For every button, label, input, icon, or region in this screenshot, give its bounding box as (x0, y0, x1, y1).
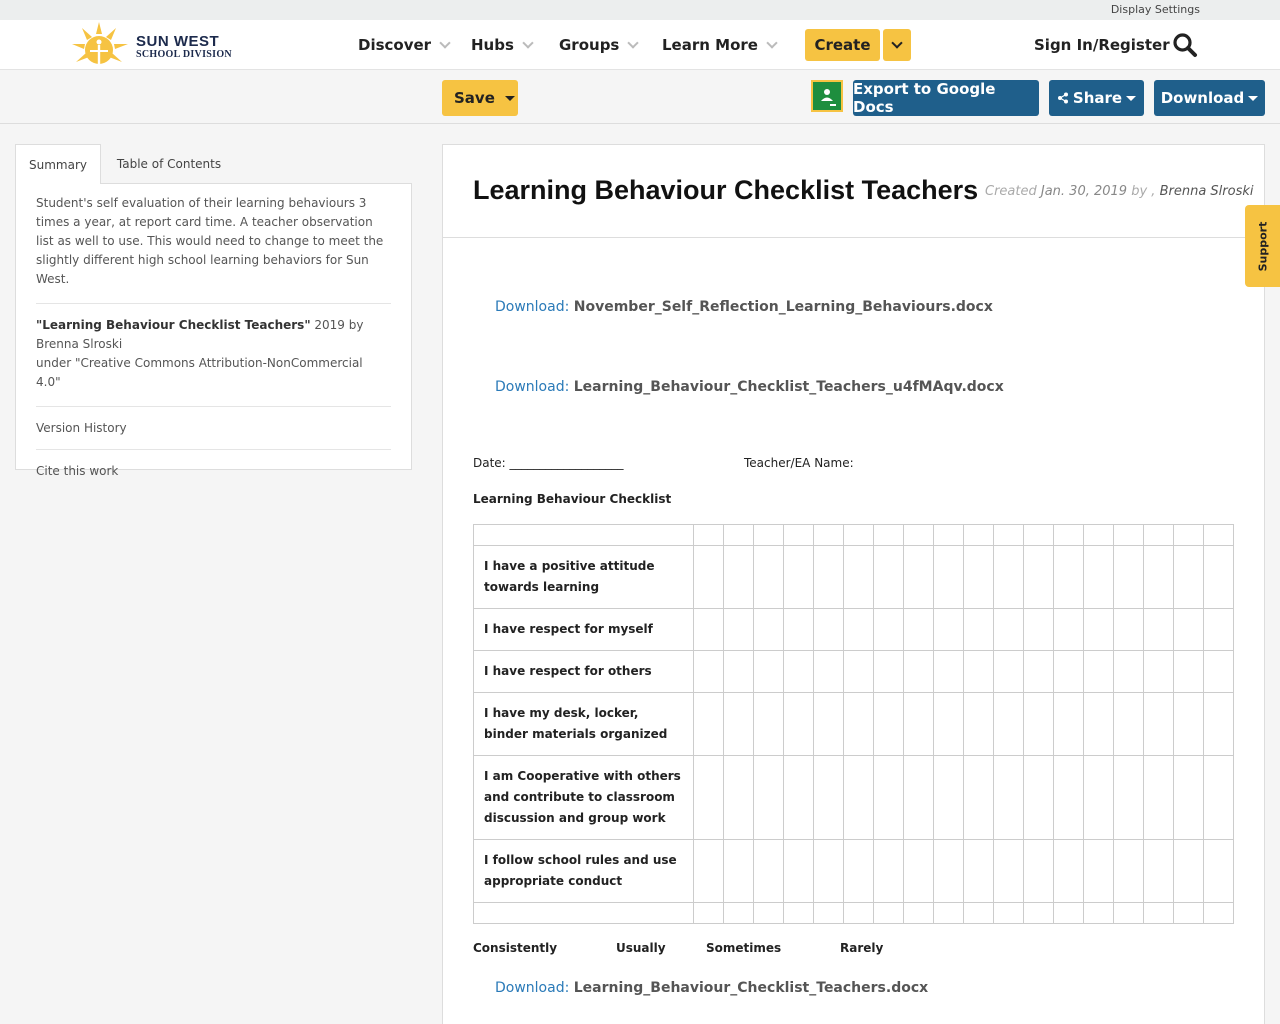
table-cell (1144, 525, 1174, 546)
chevron-down-icon (891, 37, 902, 48)
table-cell (874, 903, 904, 924)
table-cell (814, 693, 844, 756)
title-row (443, 145, 1264, 238)
version-history-link[interactable]: Version History (36, 407, 391, 450)
table-cell (904, 840, 934, 903)
table-cell (1204, 903, 1234, 924)
chevron-down-icon (522, 37, 533, 48)
table-cell (1144, 651, 1174, 693)
table-cell (994, 693, 1024, 756)
chevron-down-icon (628, 37, 639, 48)
logo-line2: SCHOOL DIVISION (136, 49, 232, 60)
table-cell (1114, 609, 1144, 651)
table-cell (1054, 651, 1084, 693)
table-cell (1204, 609, 1234, 651)
save-button-label: Save (454, 89, 495, 107)
table-cell (964, 609, 994, 651)
table-cell (994, 756, 1024, 840)
download-link-2[interactable] (495, 379, 1004, 395)
table-cell (1174, 609, 1204, 651)
table-cell (934, 651, 964, 693)
attribution-author: 2019 by Brenna Slroski (36, 318, 364, 351)
nav-learn-more[interactable] (662, 36, 776, 54)
download-button-label: Download (1160, 89, 1245, 107)
table-cell (814, 840, 844, 903)
nav-groups[interactable] (559, 36, 637, 54)
table-cell (694, 525, 724, 546)
table-cell (844, 693, 874, 756)
table-cell (844, 903, 874, 924)
table-row (474, 840, 1234, 903)
attribution-title: "Learning Behaviour Checklist Teachers" (36, 318, 311, 332)
logo[interactable] (70, 20, 240, 70)
table-cell (1024, 903, 1054, 924)
table-cell (904, 903, 934, 924)
table-cell (844, 525, 874, 546)
table-cell (784, 525, 814, 546)
caret-down-icon (505, 96, 515, 101)
caret-down-icon (1248, 96, 1258, 101)
table-cell (844, 651, 874, 693)
attribution-license: under "Creative Commons Attribution-NonCommercial 4.0" (36, 356, 363, 389)
table-cell (1114, 840, 1144, 903)
table-cell (964, 693, 994, 756)
tab-summary[interactable]: Summary (15, 144, 101, 184)
table-cell (964, 756, 994, 840)
table-cell (1144, 840, 1174, 903)
attribution (36, 304, 391, 407)
table-cell (694, 756, 724, 840)
table-cell (1084, 651, 1114, 693)
sun-logo-icon (70, 20, 132, 70)
behaviour-label (474, 903, 694, 924)
nav-hubs[interactable] (471, 36, 532, 54)
cite-work-link[interactable]: Cite this work (36, 464, 119, 478)
table-cell (1144, 546, 1174, 609)
table-cell (934, 525, 964, 546)
table-cell (874, 609, 904, 651)
table-cell (994, 546, 1024, 609)
table-cell (934, 903, 964, 924)
table-cell (1084, 546, 1114, 609)
table-cell (1114, 693, 1144, 756)
share-icon (1057, 92, 1069, 104)
nav-groups-label: Groups (559, 36, 620, 54)
top-strip (0, 0, 1280, 20)
table-cell (1024, 693, 1054, 756)
tab-table-of-contents[interactable]: Table of Contents (116, 157, 222, 171)
table-cell (814, 651, 844, 693)
resource-description: Student's self evaluation of their learning behaviours 3 times a year, at report card time. A teacher observation list as well to use. This would need to change to meet the slightly different high school learning behaviors for Sun West. (36, 184, 391, 304)
table-cell (1084, 525, 1114, 546)
scale-label: Sometimes (706, 941, 782, 955)
table-cell (1054, 525, 1084, 546)
table-cell (964, 546, 994, 609)
table-cell (694, 903, 724, 924)
table-cell (694, 609, 724, 651)
table-row (474, 903, 1234, 924)
table-cell (874, 756, 904, 840)
table-cell (1204, 651, 1234, 693)
table-cell (1054, 546, 1084, 609)
page-title: Learning Behaviour Checklist Teachers (473, 175, 979, 205)
download-filename: Learning_Behaviour_Checklist_Teachers_u4fMAqv.docx (573, 379, 1004, 395)
table-cell (904, 693, 934, 756)
table-cell (844, 756, 874, 840)
table-cell (694, 546, 724, 609)
sidebar (15, 144, 412, 478)
table-cell (1054, 840, 1084, 903)
behaviour-label: I have my desk, locker, binder materials organized (474, 693, 694, 756)
chevron-down-icon (439, 37, 450, 48)
table-cell (724, 651, 754, 693)
table-cell (724, 525, 754, 546)
table-cell (1084, 609, 1114, 651)
table-cell (1204, 840, 1234, 903)
table-cell (1204, 525, 1234, 546)
created-by: by , (1131, 184, 1156, 199)
table-cell (1144, 903, 1174, 924)
table-cell (964, 525, 994, 546)
table-cell (904, 546, 934, 609)
table-cell (1054, 609, 1084, 651)
table-cell (1144, 756, 1174, 840)
table-cell (904, 609, 934, 651)
table-cell (1204, 756, 1234, 840)
table-cell (1114, 525, 1144, 546)
table-cell (844, 840, 874, 903)
table-cell (784, 546, 814, 609)
share-button-label: Share (1072, 89, 1123, 107)
table-cell (1054, 903, 1084, 924)
table-cell (1114, 903, 1144, 924)
logo-line1: SUN WEST (136, 33, 220, 50)
table-cell (1024, 651, 1054, 693)
table-cell (994, 840, 1024, 903)
table-cell (994, 609, 1024, 651)
table-cell (694, 693, 724, 756)
table-cell (1084, 756, 1114, 840)
table-cell (754, 903, 784, 924)
table-cell (814, 525, 844, 546)
search-icon[interactable] (1172, 32, 1198, 58)
table-cell (1174, 525, 1204, 546)
table-cell (1054, 756, 1084, 840)
table-cell (874, 651, 904, 693)
behaviour-label: I have respect for others (474, 651, 694, 693)
save-button[interactable] (442, 80, 518, 116)
table-cell (694, 651, 724, 693)
nav-learn-more-label: Learn More (662, 36, 758, 54)
table-cell (784, 756, 814, 840)
google-classroom-icon (813, 82, 841, 110)
table-cell (724, 756, 754, 840)
created-prefix: Created (985, 184, 1037, 199)
table-row (474, 525, 1234, 546)
date-field: Date: ___________________ (473, 456, 624, 470)
table-cell (784, 693, 814, 756)
table-cell (964, 651, 994, 693)
table-row (474, 756, 1234, 840)
action-bar (0, 70, 1280, 124)
table-cell (814, 546, 844, 609)
table-cell (814, 756, 844, 840)
table-cell (874, 525, 904, 546)
table-cell (754, 609, 784, 651)
header (0, 20, 1280, 70)
table-cell (754, 756, 784, 840)
table-cell (1024, 609, 1054, 651)
scale-label: Consistently (473, 941, 558, 955)
download-filename: November_Self_Reflection_Learning_Behaviours.docx (573, 299, 993, 315)
table-cell (934, 756, 964, 840)
display-settings-link[interactable]: Display Settings (1110, 3, 1200, 16)
checklist-table (473, 524, 1234, 924)
table-cell (904, 651, 934, 693)
export-google-docs-button[interactable]: Export to Google Docs (853, 80, 1039, 116)
table-cell (814, 903, 844, 924)
behaviour-label: I have a positive attitude towards learning (474, 546, 694, 609)
table-cell (904, 756, 934, 840)
behaviour-label: I am Cooperative with others and contribute to classroom discussion and group work (474, 756, 694, 840)
behaviour-label: I follow school rules and use appropriate conduct (474, 840, 694, 903)
support-label: Support (1256, 221, 1269, 271)
table-cell (724, 693, 754, 756)
table-cell (1024, 756, 1054, 840)
create-dropdown-button[interactable] (883, 29, 911, 61)
table-cell (784, 903, 814, 924)
share-button[interactable] (1049, 80, 1144, 116)
table-cell (1114, 756, 1144, 840)
table-cell (724, 609, 754, 651)
teacher-name-field: Teacher/EA Name: (744, 456, 854, 470)
download-link-3[interactable] (495, 980, 928, 996)
nav-discover-label: Discover (358, 36, 432, 54)
created-date: Jan. 30, 2019 (1040, 184, 1128, 199)
table-cell (1174, 546, 1204, 609)
download-label: Download: (495, 379, 570, 395)
table-cell (724, 840, 754, 903)
table-cell (1204, 546, 1234, 609)
table-cell (784, 840, 814, 903)
table-cell (934, 609, 964, 651)
table-cell (724, 903, 754, 924)
google-classroom-button[interactable] (811, 80, 843, 112)
table-cell (754, 546, 784, 609)
table-cell (754, 651, 784, 693)
table-cell (754, 693, 784, 756)
create-button[interactable]: Create (805, 29, 880, 61)
table-cell (1144, 609, 1174, 651)
table-cell (1084, 840, 1114, 903)
table-cell (994, 903, 1024, 924)
table-cell (1054, 693, 1084, 756)
table-cell (844, 546, 874, 609)
table-cell (844, 609, 874, 651)
table-cell (994, 525, 1024, 546)
table-cell (934, 546, 964, 609)
table-cell (1174, 756, 1204, 840)
document-panel (442, 144, 1265, 1024)
download-label: Download: (495, 299, 570, 315)
table-cell (784, 609, 814, 651)
scale-label: Rarely (840, 941, 884, 955)
download-filename: Learning_Behaviour_Checklist_Teachers.docx (573, 980, 929, 996)
download-link-1[interactable] (495, 299, 993, 315)
table-cell (874, 840, 904, 903)
support-tab[interactable] (1245, 205, 1280, 287)
table-row (474, 693, 1234, 756)
chevron-down-icon (766, 37, 777, 48)
table-cell (1024, 840, 1054, 903)
table-cell (814, 609, 844, 651)
author-link[interactable]: Brenna Slroski (1159, 184, 1254, 199)
table-row (474, 546, 1234, 609)
table-cell (934, 693, 964, 756)
table-cell (904, 525, 934, 546)
table-cell (1144, 693, 1174, 756)
table-cell (724, 546, 754, 609)
table-cell (1084, 903, 1114, 924)
created-info (985, 184, 1254, 199)
sign-in-register-link[interactable]: Sign In/Register (1034, 36, 1170, 54)
download-button[interactable] (1154, 80, 1265, 116)
table-cell (754, 525, 784, 546)
table-row (474, 651, 1234, 693)
table-cell (784, 651, 814, 693)
table-cell (964, 840, 994, 903)
scale-label: Usually (616, 941, 666, 955)
summary-panel (15, 183, 412, 478)
table-cell (1174, 903, 1204, 924)
table-cell (934, 840, 964, 903)
table-cell (1024, 546, 1054, 609)
table-cell (964, 903, 994, 924)
table-cell (874, 546, 904, 609)
table-cell (874, 693, 904, 756)
checklist-heading: Learning Behaviour Checklist (473, 492, 672, 506)
table-cell (1174, 840, 1204, 903)
table-cell (694, 840, 724, 903)
table-cell (754, 840, 784, 903)
table-cell (1114, 651, 1144, 693)
behaviour-label (474, 525, 694, 546)
table-cell (994, 651, 1024, 693)
table-cell (1024, 525, 1054, 546)
table-cell (1174, 651, 1204, 693)
download-label: Download: (495, 980, 570, 996)
nav-hubs-label: Hubs (471, 36, 514, 54)
table-cell (1204, 693, 1234, 756)
nav-discover[interactable] (358, 36, 449, 54)
table-row (474, 609, 1234, 651)
table-cell (1174, 693, 1204, 756)
table-cell (1084, 693, 1114, 756)
table-cell (1114, 546, 1144, 609)
behaviour-label: I have respect for myself (474, 609, 694, 651)
caret-down-icon (1126, 96, 1136, 101)
